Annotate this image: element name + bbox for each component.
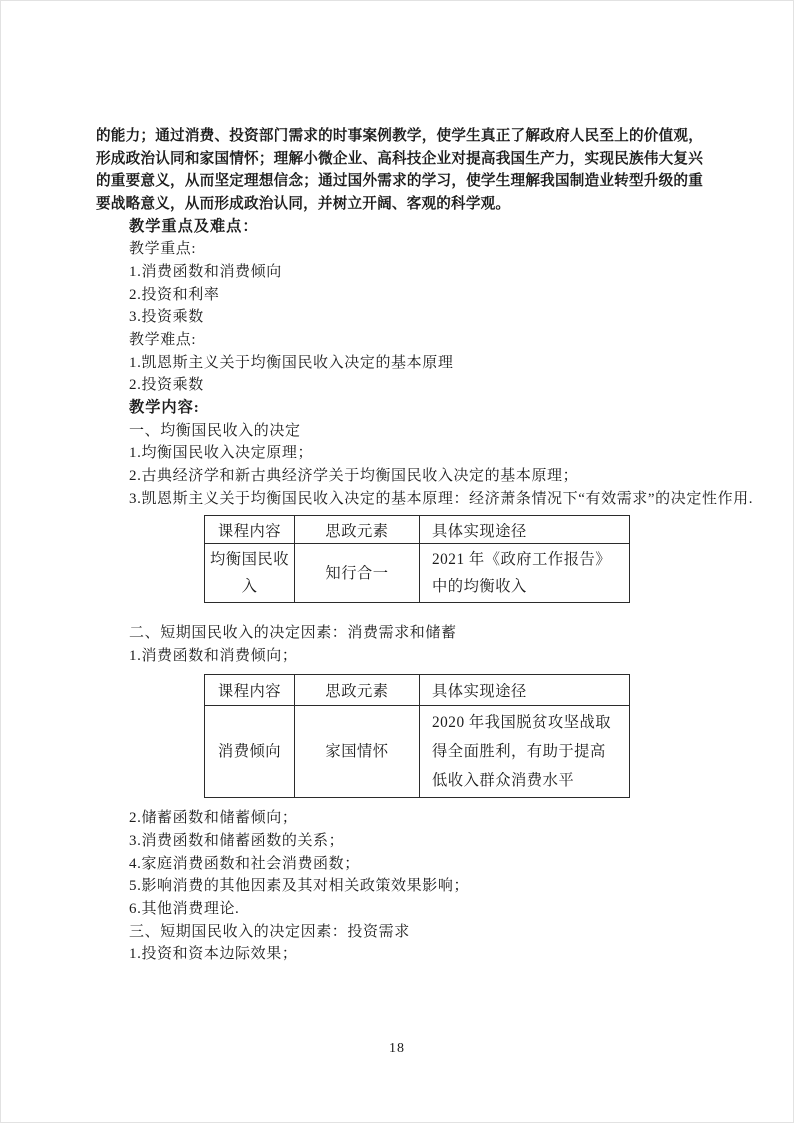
table-cell-course: 消费倾向: [205, 706, 295, 798]
intro-paragraph: 的能力；通过消费、投资部门需求的时事案例教学，使学生真正了解政府人民至上的价值观，形成政治认同和家国情怀；理解小微企业、高科技企业对提高我国生产力，实现民族伟大复兴的重要意义，从而坚定理想信念；通过国外需求的学习，使学生理解我国制造业转型升级的重要战略意义，从而形成政治认同，并树立开阔、客观的科学观。: [96, 128, 703, 212]
difficulty-item: 2.投资乘数: [129, 377, 204, 394]
section2-item: 6.其他消费理论.: [129, 901, 240, 918]
table-cell-element: 知行合一: [295, 544, 420, 603]
section1-item: 3.凯恩斯主义关于均衡国民收入决定的基本原理：经济萧条情况下“有效需求”的决定性作用.: [129, 490, 754, 507]
focus-label: 教学重点:: [129, 241, 197, 258]
table-header-cell: 具体实现途径: [420, 516, 630, 544]
table-cell-path: 2020 年我国脱贫攻坚战取得全面胜利，有助于提高低收入群众消费水平: [420, 706, 630, 798]
ideology-table-2: [204, 674, 630, 798]
section1-item: 2.古典经济学和新古典经济学关于均衡国民收入决定的基本原理；: [129, 467, 579, 484]
table-header-cell: 具体实现途径: [420, 675, 630, 706]
table-header-cell: 课程内容: [205, 675, 295, 706]
ideology-table-1: [204, 515, 630, 603]
section2-item: 5.影响消费的其他因素及其对相关政策效果影响；: [129, 878, 470, 895]
table-row: [205, 544, 630, 603]
section2-title: 二、短期国民收入的决定因素：消费需求和储蓄: [129, 625, 457, 642]
focus-item: 1.消费函数和消费倾向: [129, 263, 282, 280]
difficulty-label: 教学难点:: [129, 331, 197, 348]
key-points-header: 教学重点及难点：: [129, 217, 259, 235]
section2-item: 4.家庭消费函数和社会消费函数；: [129, 855, 360, 872]
section2-item: 2.储蓄函数和储蓄倾向；: [129, 810, 298, 827]
table-cell-path: 2021 年《政府工作报告》中的均衡收入: [420, 544, 630, 603]
section2-item: 1.消费函数和消费倾向；: [129, 647, 298, 664]
focus-item: 2.投资和利率: [129, 286, 220, 303]
table-row: [205, 706, 630, 798]
page-number: 18: [389, 1041, 405, 1056]
table-header-cell: 思政元素: [295, 516, 420, 544]
table-cell-element: 家国情怀: [295, 706, 420, 798]
table-header-cell: 思政元素: [295, 675, 420, 706]
table-header-row: [205, 516, 630, 544]
section3-item: 1.投资和资本边际效果；: [129, 946, 298, 963]
page-content: [96, 125, 754, 966]
content-header: 教学内容:: [129, 398, 200, 416]
table-header-row: [205, 675, 630, 706]
section1-title: 一、均衡国民收入的决定: [129, 422, 301, 439]
section1-item: 1.均衡国民收入决定原理；: [129, 445, 314, 462]
table-header-cell: 课程内容: [205, 516, 295, 544]
section3-title: 三、短期国民收入的决定因素：投资需求: [129, 923, 410, 940]
table-cell-course: 均衡国民收入: [205, 544, 295, 603]
section2-item: 3.消费函数和储蓄函数的关系；: [129, 833, 345, 850]
difficulty-item: 1.凯恩斯主义关于均衡国民收入决定的基本原理: [129, 354, 454, 371]
focus-item: 3.投资乘数: [129, 309, 204, 326]
